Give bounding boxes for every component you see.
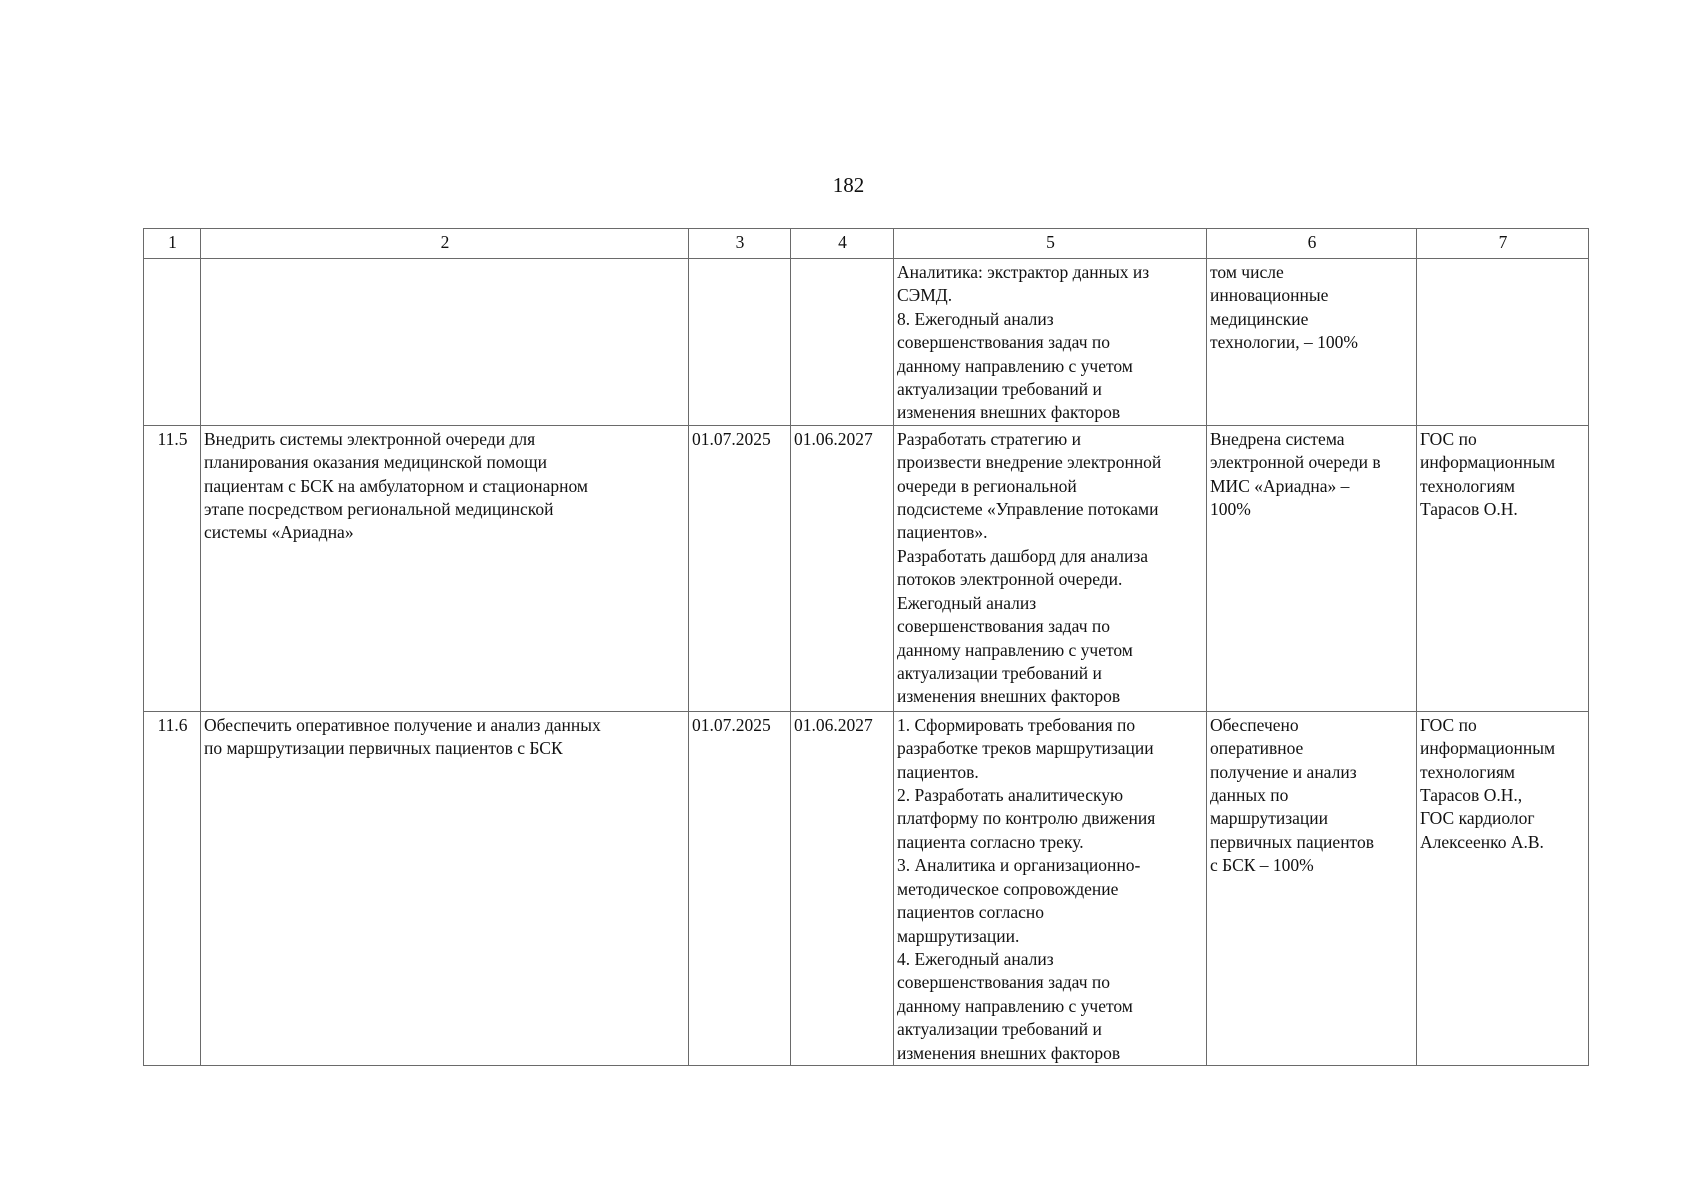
- end-date-cell: 01.06.2027: [791, 425, 894, 711]
- text-line: актуализации требований и: [897, 662, 1102, 683]
- text-line: совершенствования задач по: [897, 332, 1111, 353]
- text-line: Обеспечено: [1210, 714, 1299, 735]
- text-line: методическое сопровождение: [897, 878, 1119, 899]
- result-cell: [1207, 711, 1417, 1065]
- text-line: этапе посредством региональной медицинской: [204, 499, 554, 520]
- text-line: совершенствования задач по: [897, 616, 1111, 637]
- result-cell: [1207, 425, 1417, 711]
- text-line: изменения внешних факторов: [897, 1042, 1121, 1063]
- text-line: планирования оказания медицинской помощи: [204, 452, 547, 473]
- text-line: подсистеме «Управление потоками: [897, 499, 1159, 520]
- task-cell: [201, 711, 689, 1065]
- text-line: Внедрена система: [1210, 428, 1345, 449]
- end-date-cell: [791, 259, 894, 426]
- row-number-cell: 11.6: [144, 711, 201, 1065]
- text-line: Внедрить системы электронной очереди для: [204, 428, 536, 449]
- text-line: Разработать дашборд для анализа: [897, 545, 1149, 566]
- column-header: 5: [894, 229, 1207, 259]
- text-line: изменения внешних факторов: [897, 686, 1121, 707]
- responsible-cell: [1417, 425, 1589, 711]
- text-line: данному направлению с учетом: [897, 355, 1133, 376]
- text-line: Аналитика: экстрактор данных из: [897, 262, 1150, 282]
- text-line: с БСК – 100%: [1210, 855, 1314, 876]
- text-line: ГОС по: [1420, 428, 1477, 449]
- text-line: 4. Ежегодный анализ: [897, 948, 1054, 969]
- responsible-cell: [1417, 259, 1589, 426]
- start-date-cell: [689, 259, 791, 426]
- text-line: данных по: [1210, 785, 1289, 806]
- text-line: 100%: [1210, 499, 1251, 520]
- text-line: маршрутизации: [1210, 808, 1329, 829]
- table-row: [144, 425, 1589, 711]
- text-line: маршрутизации.: [897, 925, 1020, 946]
- task-cell: [201, 259, 689, 426]
- row-number-cell: 11.5: [144, 425, 201, 711]
- text-line: платформу по контролю движения: [897, 808, 1156, 829]
- text-line: Тарасов О.Н.,: [1420, 785, 1523, 806]
- text-line: Обеспечить оперативное получение и анализ данных: [204, 714, 601, 735]
- text-line: 3. Аналитика и организационно-: [897, 855, 1141, 876]
- column-header: 7: [1417, 229, 1589, 259]
- text-line: ГОС кардиолог: [1420, 808, 1535, 829]
- text-line: медицинские: [1210, 308, 1309, 329]
- text-line: первичных пациентов: [1210, 831, 1374, 852]
- actions-cell: [894, 259, 1207, 426]
- text-line: 2. Разработать аналитическую: [897, 785, 1124, 806]
- column-header: 6: [1207, 229, 1417, 259]
- text-line: пациентов согласно: [897, 902, 1044, 923]
- text-line: технологиям: [1420, 475, 1515, 496]
- row-number-cell: [144, 259, 201, 426]
- text-line: технологиям: [1420, 761, 1515, 782]
- text-line: инновационные: [1210, 285, 1329, 306]
- text-line: актуализации требований и: [897, 1019, 1102, 1040]
- actions-cell: [894, 425, 1207, 711]
- column-header: 2: [201, 229, 689, 259]
- end-date-cell: 01.06.2027: [791, 711, 894, 1065]
- text-line: получение и анализ: [1210, 761, 1357, 782]
- text-line: 8. Ежегодный анализ: [897, 308, 1054, 329]
- text-line: пациентам с БСК на амбулаторном и стационарном: [204, 475, 588, 496]
- task-cell: [201, 425, 689, 711]
- result-cell: [1207, 259, 1417, 426]
- text-line: пациента согласно треку.: [897, 831, 1084, 852]
- text-line: разработке треков маршрутизации: [897, 738, 1154, 759]
- text-line: Разработать стратегию и: [897, 428, 1081, 449]
- header-row: [144, 229, 1589, 259]
- actions-cell: [894, 711, 1207, 1065]
- text-line: электронной очереди в: [1210, 452, 1381, 473]
- text-line: том числе: [1210, 262, 1284, 282]
- table-row: [144, 711, 1589, 1065]
- start-date-cell: 01.07.2025: [689, 425, 791, 711]
- text-line: информационным: [1420, 738, 1556, 759]
- text-line: информационным: [1420, 452, 1556, 473]
- text-line: актуализации требований и: [897, 379, 1102, 400]
- text-line: произвести внедрение электронной: [897, 452, 1162, 473]
- text-line: Ежегодный анализ: [897, 592, 1037, 613]
- text-line: потоков электронной очереди.: [897, 569, 1123, 590]
- measures-table: [143, 228, 1589, 1066]
- start-date-cell: 01.07.2025: [689, 711, 791, 1065]
- text-line: МИС «Ариадна» –: [1210, 475, 1350, 496]
- text-line: Алексеенко А.В.: [1420, 831, 1544, 852]
- text-line: оперативное: [1210, 738, 1304, 759]
- text-line: данному направлению с учетом: [897, 995, 1133, 1016]
- text-line: изменения внешних факторов: [897, 402, 1121, 423]
- responsible-cell: [1417, 711, 1589, 1065]
- column-header: 4: [791, 229, 894, 259]
- text-line: пациентов».: [897, 522, 988, 543]
- text-line: очереди в региональной: [897, 475, 1077, 496]
- text-line: СЭМД.: [897, 285, 953, 306]
- text-line: системы «Ариадна»: [204, 522, 354, 543]
- text-line: ГОС по: [1420, 714, 1477, 735]
- text-line: 1. Сформировать требования по: [897, 714, 1136, 735]
- column-header: 1: [144, 229, 201, 259]
- text-line: данному направлению с учетом: [897, 639, 1133, 660]
- text-line: Тарасов О.Н.: [1420, 499, 1518, 520]
- text-line: пациентов.: [897, 761, 979, 782]
- text-line: технологии, – 100%: [1210, 332, 1358, 353]
- page-number: 182: [832, 173, 865, 197]
- text-line: совершенствования задач по: [897, 972, 1111, 993]
- text-line: по маршрутизации первичных пациентов с БСК: [204, 738, 563, 759]
- table-row: [144, 259, 1589, 426]
- column-header: 3: [689, 229, 791, 259]
